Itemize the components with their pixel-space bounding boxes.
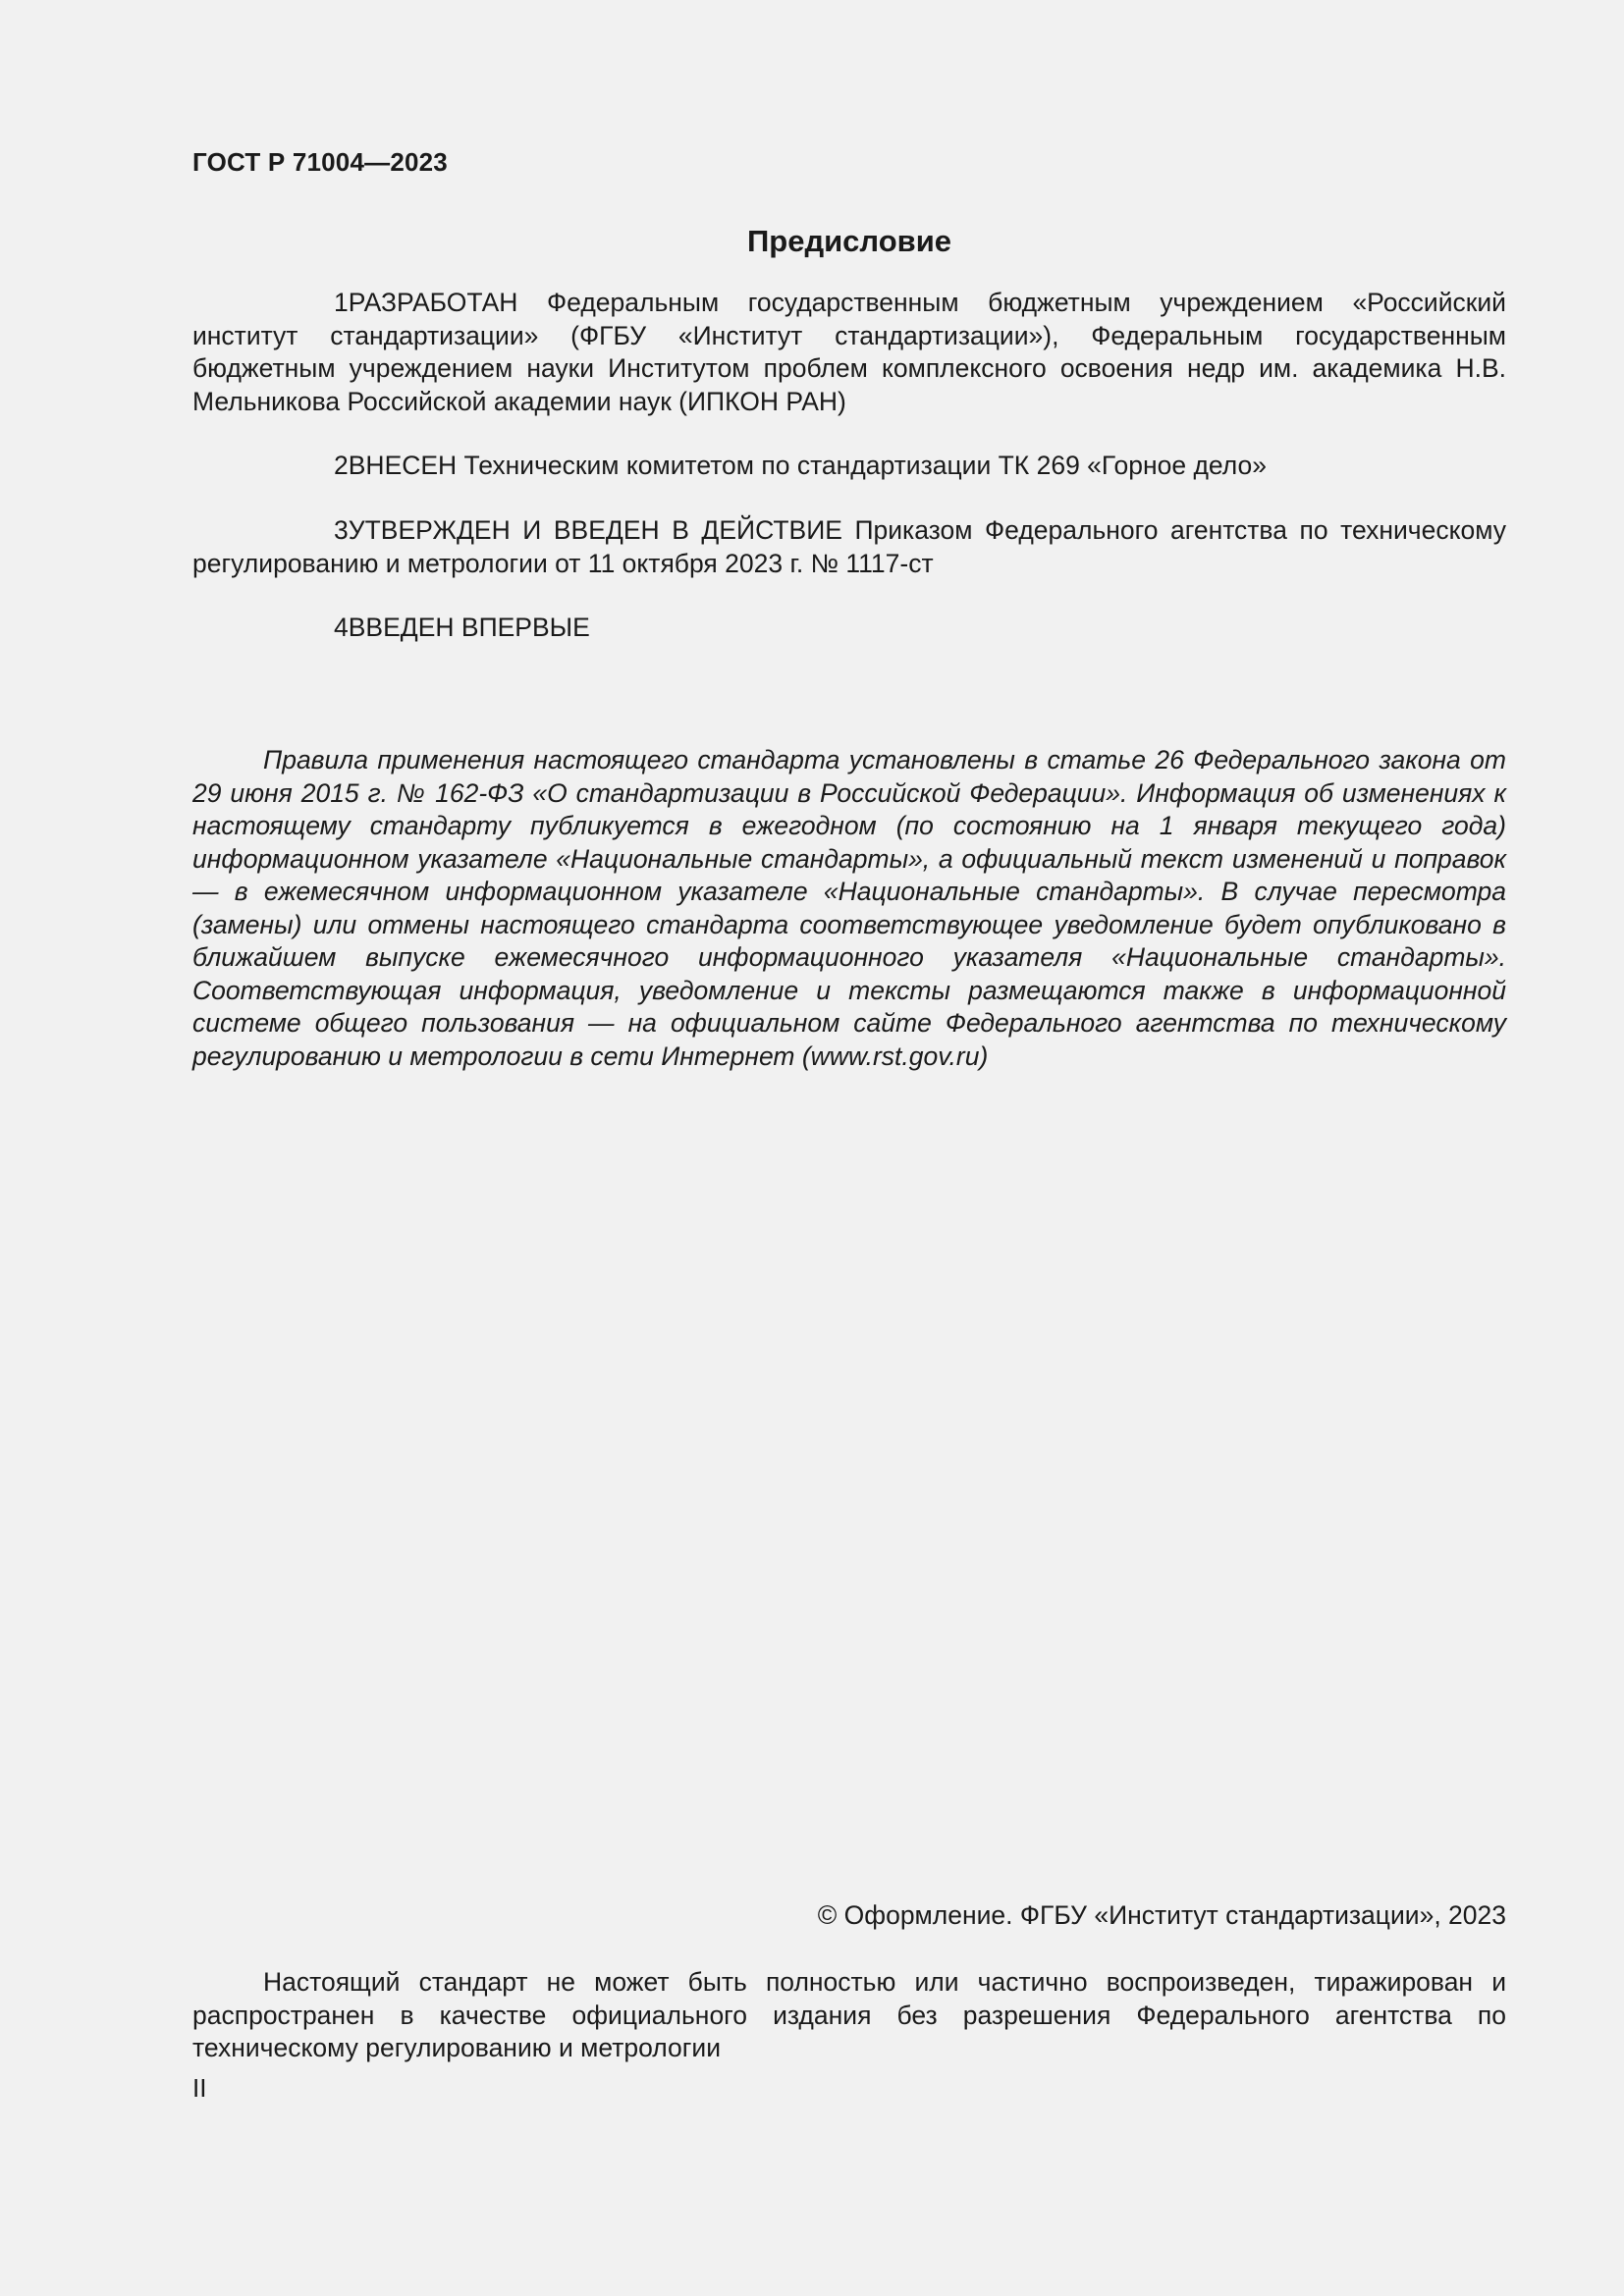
copyright-notice: © Оформление. ФГБУ «Институт стандартизации», 2023 <box>817 1900 1506 1930</box>
preface-item-3 <box>192 514 1506 580</box>
preface-item-text: РАЗРАБОТАН Федеральным государственным бюджетным учреждением «Российский институт стандартизации» (ФГБУ «Институт стандартизации»), Федеральным государственным бюджетным учреждением науки Институтом проблем комплексного освоения недр им. академика Н.В. Мельникова Российской академии наук (ИПКОН РАН) <box>192 288 1506 416</box>
preface-item-2 <box>192 450 1506 483</box>
preface-item-number: 2 <box>334 451 349 480</box>
preface-item-text: ВНЕСЕН Техническим комитетом по стандартизации ТК 269 «Горное дело» <box>348 451 1268 480</box>
page-number: II <box>192 2073 207 2103</box>
rules-note-text: Правила применения настоящего стандарта установлены в статье 26 Федерального закона от 29 июня 2015 г. № 162-ФЗ «О стандартизации в Российской Федерации». Информация об изменениях к настоящему стандарту публикуется в ежегодном (по состоянию на 1 января текущего года) информационном указателе «Национальные стандарты», а официальный текст изменений и поправок — в ежемесячном информационном указателе «Национальные стандарты». В случае пересмотра (замены) или отмены настоящего стандарта соответствующее уведомление будет опубликовано в ближайшем выпуске ежемесячного информационного указателя «Национальные стандарты». Соответствующая информация, уведомление и тексты размещаются также в информационной системе общего пользования — на официальном сайте Федерального агентства по техническому регулированию и метрологии в сети Интернет (www.rst.gov.ru) <box>192 745 1506 1071</box>
reproduction-notice-text: Настоящий стандарт не может быть полностью или частично воспроизведен, тиражирован и распространен в качестве официального издания без разрешения Федерального агентства по техническому регулированию и метрологии <box>192 1967 1506 2062</box>
preface-item-number: 3 <box>334 515 349 545</box>
preface-item-number: 1 <box>334 288 349 317</box>
preface-title: Предисловие <box>746 224 951 258</box>
document-code: ГОСТ Р 71004—2023 <box>192 147 448 177</box>
preface-item-number: 4 <box>334 613 349 642</box>
reproduction-notice <box>192 1966 1506 2065</box>
preface-item-text: УТВЕРЖДЕН И ВВЕДЕН В ДЕЙСТВИЕ Приказом Федерального агентства по техническому регулированию и метрологии от 11 октября 2023 г. № 1117-ст <box>192 515 1506 578</box>
preface-item-1 <box>192 287 1506 418</box>
preface-item-4 <box>192 612 1506 645</box>
rules-note <box>192 744 1506 1073</box>
preface-item-text: ВВЕДЕН ВПЕРВЫЕ <box>348 613 590 642</box>
